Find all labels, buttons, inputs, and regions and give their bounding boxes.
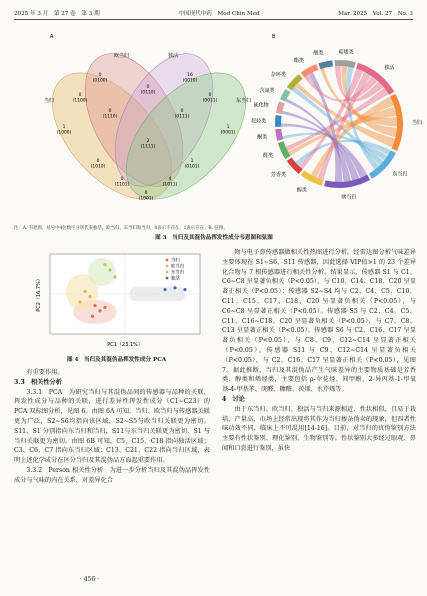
venn-region-code: (1101): [114, 182, 130, 188]
chord-label: 醇类: [296, 187, 307, 194]
venn-region-count: 0: [96, 159, 100, 164]
section-heading: 4 讨论: [222, 395, 245, 403]
chord-label: 含氮类: [259, 87, 275, 94]
chord-label: 萜烯类: [338, 49, 354, 56]
pca-point: [163, 288, 166, 291]
pca-point: [103, 263, 106, 266]
legend-label-2: 欧当归: [171, 264, 185, 270]
page-number: · 456 ·: [80, 576, 100, 583]
pca-point: [93, 304, 96, 307]
pca-point: [91, 315, 94, 318]
panel-a-label: A: [50, 34, 54, 40]
chord-label: 独活: [384, 64, 395, 71]
chord-label: 欧当归: [341, 194, 357, 201]
venn-set-label-1: 当归: [44, 98, 55, 104]
left-column-text: [14, 368, 210, 486]
chord-label: 酯类: [293, 57, 304, 64]
chord-label: 芳香类: [270, 172, 286, 179]
venn-region-count: 0: [98, 73, 102, 78]
legend-marker-1: [166, 259, 169, 262]
venn-region-code: (1010): [90, 164, 106, 170]
chord-label: 酸类: [313, 50, 324, 57]
chord-segment: [318, 60, 333, 69]
venn-region-code: (1100): [72, 98, 88, 104]
paragraph: 由于东当归、欧当归、独活与当归来源相近、性状相似，且易于栽培、产量高，市场上经常出现将其作为当归掺杂伪卖的现象，但四者性味功效不同，临床上不可混用[14-16]。目前，对当归的真伪鉴别方法主要有性状鉴别、理化鉴别、生物鉴别等。性状鉴别大多经过眼观、鼻闻和口尝进行鉴别，虽快: [222, 405, 416, 452]
venn-region-code: (1000): [56, 130, 72, 136]
figure-3-graphic: [14, 24, 422, 224]
venn-region-code: (0110): [140, 90, 156, 96]
pca-point: [83, 290, 86, 293]
venn-region-code: (0011): [202, 98, 218, 104]
legend-marker-3: [166, 271, 169, 274]
venn-region-count: 1: [190, 159, 194, 164]
legend-marker-4: [166, 277, 169, 280]
venn-region-count: 0: [208, 93, 212, 98]
ellipse-duhuo: [130, 287, 185, 301]
chord-label: 烷烃类: [251, 118, 267, 125]
chord-segment: [275, 115, 282, 127]
venn-region-count: 0: [146, 85, 150, 90]
chord-label: 杂环类: [270, 71, 286, 78]
venn-region-code: (1011): [162, 182, 178, 188]
chord-label: 硫化物: [253, 102, 269, 109]
header-issue: 2025 年 3 月 第 27 卷 第 3 期: [14, 10, 100, 17]
paragraph: 3.3.2 Person 相关性分析 为进一步分析当归及其混伪品挥发性成分与气味的内在关系，对差异化合: [14, 466, 210, 484]
pca-point: [183, 288, 186, 291]
venn-region-code: (1001): [138, 196, 154, 202]
venn-set-label-4: 东当归: [236, 98, 252, 104]
paragraph: 有重要作用。: [26, 369, 64, 376]
venn-region-count: 0: [144, 191, 148, 196]
figure-3: [14, 24, 422, 224]
venn-region-code: (0100): [92, 78, 108, 84]
chord-segment: [275, 129, 283, 141]
pca-point: [103, 306, 106, 309]
venn-region-count: 4: [168, 177, 172, 182]
figure-3-note: 注：A. 韦恩图，括号中4位数字分别代表独活、欧当归、东当归和当归，0表示不存在，1表示存在；B. 弦图。: [14, 226, 228, 231]
legend-label-1: 当归: [171, 258, 180, 264]
paragraph: 3.3.1 PCA 为研究当归与其混伪品间的传感器与品种的关联，挥发性成分与品种的关联，进行差异性挥发性成分（C1~C23）的 PCA 双标图分析，见图 6。由图 6A 可知，当归、欧当归与传感器关联更为广泛，S2~S6均指向该区域，S2~S5与欧当归关联更为密切。S11、S1 分别指向东当归和当归，S11与东当归关联更为密切，S1 与当归关联更为密切。由图 6B 可知，C5、C15、C18 指向独活区域；C3、C6、C7 指向东当归区域；C13、C21、C22 指向当归区域，表明上述化学成分在区分当归及其混伪品方面起重要作用。: [14, 388, 210, 465]
venn-set-label-2: 欧当归: [114, 53, 130, 59]
header-issue-en: Mar. 2025 Vol. 27 No. 3: [338, 10, 413, 17]
venn-region-code: (0010): [182, 78, 198, 84]
legend-label-3: 东当归: [171, 270, 185, 276]
running-header: [14, 8, 413, 20]
chord-segment: [280, 89, 291, 102]
figure-4-pca-plot: [30, 250, 210, 350]
venn-region-count: 0: [180, 109, 184, 114]
header-journal: 中国现代中药 Mod Chin Med: [178, 10, 260, 17]
chord-label: 醛类: [262, 153, 273, 160]
pca-point: [108, 268, 111, 271]
ellipse-dongdanggui: [88, 258, 116, 286]
pca-xlabel: PC1（23.1%）: [107, 342, 143, 348]
chord-diagram: [251, 48, 422, 200]
chord-label: 当归: [411, 119, 422, 126]
venn-region-count: 16: [187, 73, 193, 78]
venn-region-count: 0: [120, 177, 124, 182]
panel-b-label: B: [272, 34, 276, 40]
venn-region-code: (0111): [174, 114, 190, 120]
venn-region-count: 0: [108, 109, 112, 114]
pca-point: [173, 286, 176, 289]
figure-4-caption: 图 4 当归及其混伪品挥发性成分 PCA: [66, 357, 167, 363]
legend-marker-2: [166, 265, 169, 268]
section-heading: 3.3 相关性分析: [14, 378, 62, 386]
venn-region-code: (0101): [184, 164, 200, 170]
venn-region-code: (1111): [140, 144, 156, 150]
paragraph: 物与电子鼻传感器做相关性热图进行分析。经雷达图分析气味差异主要体现在 S1~S6、S11 传感器，因此选择 VIP值>1 的 23 个差异化合物与 7 根传感器进行相关性分析。结果显示，传感器 S1 与 C1、C6~C8 呈显著负相关（P<0.05），与 C10、C14、C18、C20 呈显著正相关（P<0.05）；传感器 S2~S4 均与 C2、C4、C5、C10、C11、C15、C17、C18、C20 呈显著负相关（P<0.05），与 C6~C8 呈显著正相关（P<0.05）。传感器 S5 与 C2、C4、C5、C11、C16~C18、C20 呈显著负相关（P<0.05），与 C7、C8、C13 呈显著正相关（P<0.05）。传感器 S6 与 C2、C16、C17 呈显著负相关（P<0.05），与 C8、C9、C12~C14 呈显著正相关（P<0.05）。传感器 S11 与 C9、C12~C14 呈显著负相关（P<0.05），与 C2、C16、C17 呈显著正相关（P<0.05），见图 7。据此推断，当归及其混伪品产生气味差异的主要物质基础是芳香类、醇类和烯烃类，主要包括 ρ-伞花烃、间甲酚、2-异丙基-1-甲氧基-4-甲基苯、庚醛、糠醛、茨烯、水芹烯等。: [222, 249, 416, 394]
venn-region-count: 1: [226, 125, 230, 130]
figure-3-caption: 图 3 当归及其混伪品挥发性成分韦恩图和弦图: [155, 235, 273, 241]
venn-set-label-3: 独活: [168, 53, 179, 59]
pca-point: [88, 295, 91, 298]
venn-diagram: [30, 38, 268, 221]
chord-label: 东当归: [392, 171, 408, 178]
venn-region-count: 0: [78, 93, 82, 98]
right-column-text: [222, 248, 416, 454]
venn-region-count: 2: [146, 139, 150, 144]
pca-point: [98, 309, 101, 312]
chord-label: 酮类: [257, 134, 268, 141]
legend-label-4: 独活: [171, 276, 180, 282]
venn-region-code: (1110): [102, 114, 118, 120]
pca-ylabel: PC2（16.7%）: [36, 276, 42, 312]
venn-region-count: 1: [62, 125, 66, 130]
venn-region-code: (0001): [220, 130, 236, 136]
pca-point: [113, 276, 116, 279]
pca-svg: [30, 250, 210, 350]
pca-point: [78, 300, 81, 303]
